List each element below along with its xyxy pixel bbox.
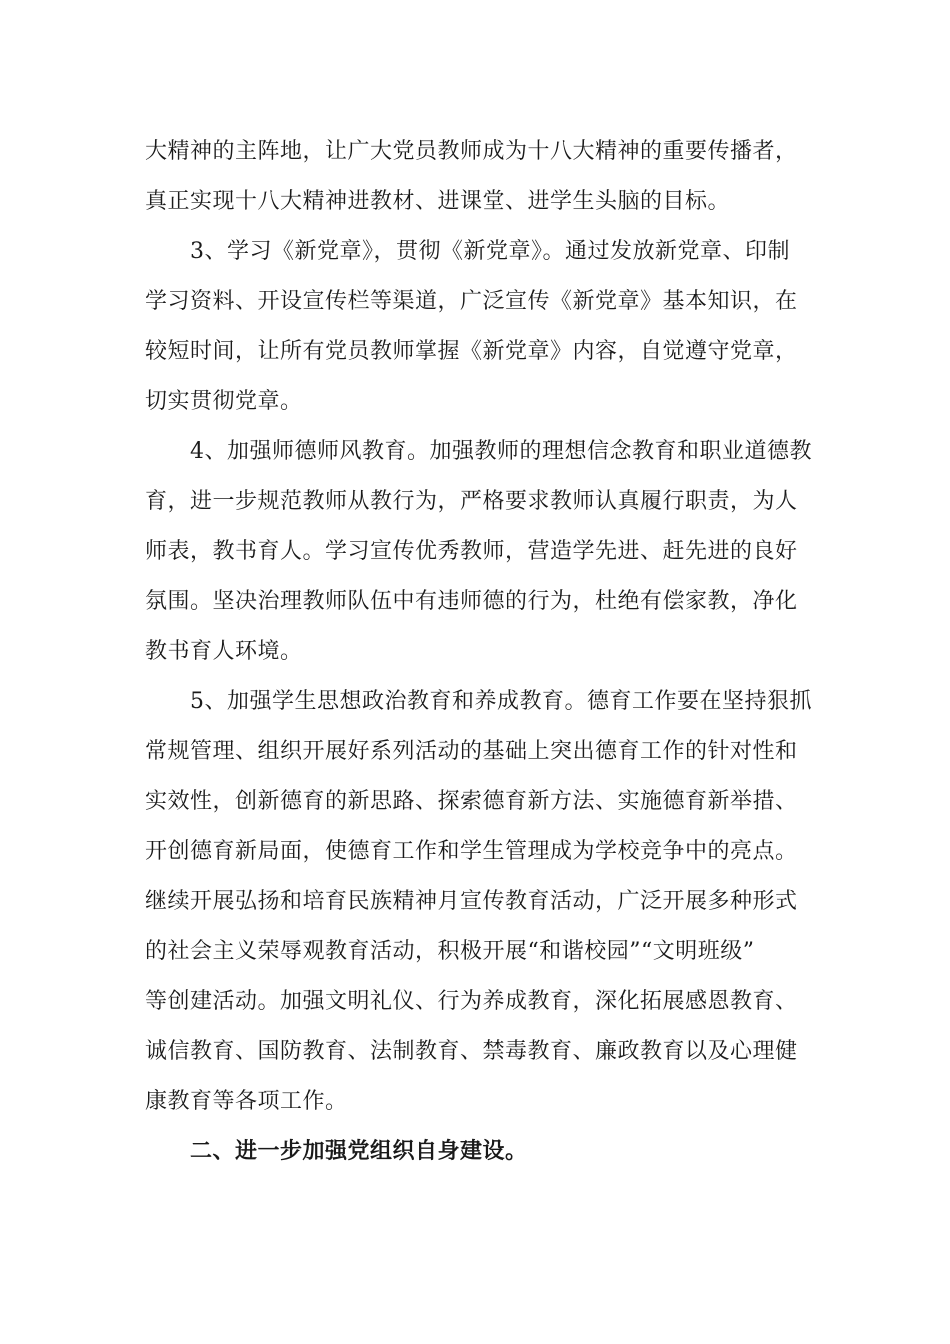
body-text-line: 大精神的主阵地，让广大党员教师成为十八大精神的重要传播者， [145, 139, 798, 164]
body-text-line: 较短时间，让所有党员教师掌握《新党章》内容，自觉遵守党章， [145, 339, 798, 364]
paragraph-4-start: 4、加强师德师风教育。加强教师的理想信念教育和职业道德教 [190, 439, 812, 464]
body-text-line: 学习资料、开设宣传栏等渠道，广泛宣传《新党章》基本知识，在 [145, 289, 798, 314]
paragraph-3-start: 3、学习《新党章》，贯彻《新党章》。通过发放新党章、印制 [190, 239, 790, 264]
body-text-line: 开创德育新局面，使德育工作和学生管理成为学校竞争中的亮点。 [145, 839, 798, 864]
body-text-line: 康教育等各项工作。 [145, 1089, 348, 1114]
body-text-line: 育，进一步规范教师从教行为，严格要求教师认真履行职责，为人 [145, 489, 798, 514]
body-text-line: 等创建活动。加强文明礼仪、行为养成教育，深化拓展感恩教育、 [145, 989, 798, 1014]
body-text-line: 的社会主义荣辱观教育活动，积极开展“和谐校园”“文明班级” [145, 939, 755, 964]
body-text-line: 继续开展弘扬和培育民族精神月宣传教育活动，广泛开展多种形式 [145, 889, 798, 914]
section-heading: 二、进一步加强党组织自身建设。 [190, 1139, 528, 1164]
body-text-line: 切实贯彻党章。 [145, 389, 303, 414]
paragraph-5-start: 5、加强学生思想政治教育和养成教育。德育工作要在坚持狠抓 [190, 689, 812, 714]
body-text-line: 氛围。坚决治理教师队伍中有违师德的行为，杜绝有偿家教，净化 [145, 589, 798, 614]
body-text-line: 诚信教育、国防教育、法制教育、禁毒教育、廉政教育以及心理健 [145, 1039, 798, 1064]
body-text-line: 实效性，创新德育的新思路、探索德育新方法、实施德育新举措、 [145, 789, 798, 814]
body-text-line: 教书育人环境。 [145, 639, 303, 664]
body-text-line: 常规管理、组织开展好系列活动的基础上突出德育工作的针对性和 [145, 739, 798, 764]
body-text-line: 真正实现十八大精神进教材、进课堂、进学生头脑的目标。 [145, 189, 731, 214]
body-text-line: 师表，教书育人。学习宣传优秀教师，营造学先进、赶先进的良好 [145, 539, 798, 564]
